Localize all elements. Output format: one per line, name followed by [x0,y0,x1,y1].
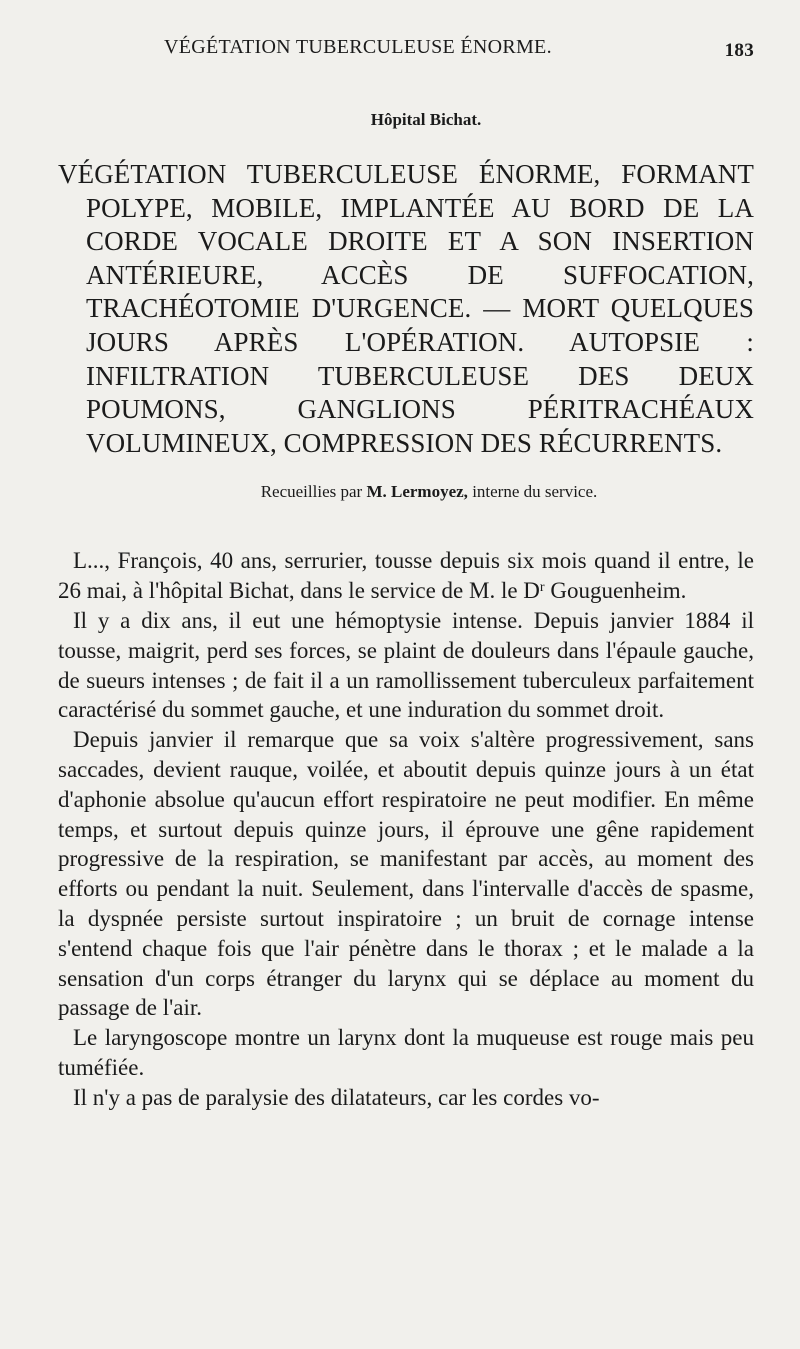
paragraph-1-end: Gouguenheim. [544,578,687,604]
body-text [58,546,754,1112]
paragraph-4: Le laryngoscope montre un larynx dont la muqueuse est rouge mais peu tuméfiée. [58,1025,754,1080]
paragraph-1 [58,546,754,606]
attribution-suffix: interne du service. [472,482,598,502]
paragraph-3: Depuis janvier il remarque que sa voix s'altère progressivement, sans saccades, devient rauque, voilée, et aboutit depuis quinze jours à un état d'aphonie absolue qu'aucun effort respiratoire ne peut modifier. En même temps, et surtout depuis quinze jours, il éprouve une gêne rapidement progressive de la respiration, se manifestant par accès, au moment des efforts ou pendant la nuit. Seulement, dans l'intervalle d'accès de spasme, la dyspnée persiste surtout inspiratoire ; un bruit de cornage intense s'entend chaque fois que l'air pénètre dans le thorax ; et le malade a la sensation d'un corps étranger du larynx qui se déplace au moment du passage de l'air. [58,727,754,1021]
paragraph-1-text: L..., François, 40 ans, serrurier, tousse depuis six mois quand il entre, le 26 mai, à l'hôpital Bichat, dans le service de M. le D [58,548,754,604]
hospital-heading: Hôpital Bichat. [370,110,482,129]
doctor-abbrev-superscript: r [539,580,545,596]
running-title: VÉGÉTATION TUBERCULEUSE ÉNORME. [164,36,552,58]
running-head [58,30,754,70]
attribution-author: M. Lermoyez, [366,482,468,502]
case-title: VÉGÉTATION TUBERCULEUSE ÉNORME, FORMANT POLYPE, MOBILE, IMPLANTÉE AU BORD DE LA CORDE VOCALE DROITE ET A SON INSERTION ANTÉRIEURE, ACCÈS DE SUFFOCATION, TRACHÉOTOMIE D'URGENCE. — MORT QUELQUES JOURS APRÈS L'OPÉRATION. AUTOPSIE : INFILTRATION TUBERCULEUSE DES DEUX POUMONS, GANGLIONS PÉRITRACHÉAUX VOLUMINEUX, COMPRESSION DES RÉCURRENTS. [58,159,754,458]
paragraph-2: Il y a dix ans, il eut une hémoptysie intense. Depuis janvier 1884 il tousse, maigrit, perd ses forces, se plaint de douleurs dans l'épaule gauche, de sueurs intenses ; de fait il a un ramollissement tuberculeux parfaitement caractérisé du sommet gauche, et une induration du sommet droit. [58,607,754,723]
attribution-line [58,482,754,502]
book-page [58,30,754,1330]
paragraph-5: Il n'y a pas de paralysie des dilatateurs, car les cordes vo- [73,1084,600,1110]
attribution-prefix: Recueillies par [260,482,363,502]
page-number: 183 [724,40,754,61]
